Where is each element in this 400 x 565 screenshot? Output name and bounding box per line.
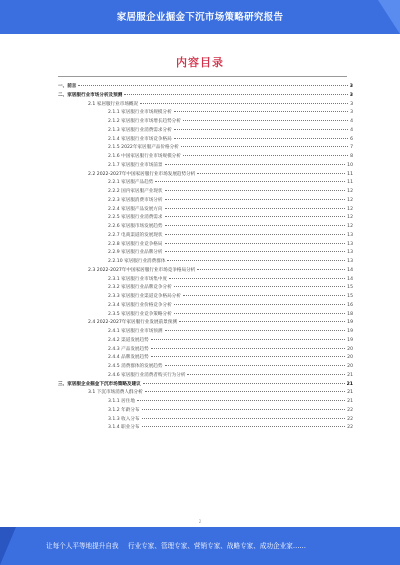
toc-entry[interactable] xyxy=(58,162,353,171)
toc-entry-page: 21 xyxy=(346,381,353,387)
toc-leader-dots xyxy=(183,155,348,156)
toc-leader-dots xyxy=(174,138,348,139)
toc-entry-page: 12 xyxy=(347,215,353,221)
toc-entry-page: 13 xyxy=(347,241,353,247)
toc-entry-title: 2.2.1 家居服产品趋势 xyxy=(108,180,154,186)
toc-entry[interactable] xyxy=(58,328,353,337)
toc-leader-dots xyxy=(142,409,346,410)
toc-entry-title: 2.2.2 国内家居服产业现状 xyxy=(108,189,163,194)
toc-entry-page: 11 xyxy=(347,171,353,177)
toc-entry-page: 21 xyxy=(347,390,353,396)
toc-entry-title: 3.1.4 职业分布 xyxy=(108,425,140,431)
toc-entry-title: 2.1.3 家居服行业消费需求分析 xyxy=(108,127,172,133)
toc-entry-title: 2.2.5 家居服行业消费需求 xyxy=(108,215,163,221)
toc-leader-dots xyxy=(197,269,345,270)
toc-entry[interactable] xyxy=(58,416,353,425)
toc-leader-dots xyxy=(174,304,345,305)
toc-entry-title: 2.2.6 家居服市场发展趋势 xyxy=(108,224,163,229)
toc-leader-dots xyxy=(165,164,346,165)
toc-entry-title: 2.1.4 家居服行业市场竞争格局 xyxy=(108,136,172,142)
toc-entry[interactable] xyxy=(58,206,353,215)
toc-entry[interactable] xyxy=(58,284,353,293)
toc-entry-title: 一、前言 xyxy=(58,84,77,89)
page-number: 2 xyxy=(198,519,202,524)
toc-entry-title: 2.2.3 家居服消费市场分析 xyxy=(108,197,163,203)
toc-leader-dots xyxy=(165,216,346,217)
toc-entry-title: 2.4.4 品牌发展趋势 xyxy=(108,355,149,361)
toc-leader-dots xyxy=(165,225,346,226)
toc-leader-dots xyxy=(124,94,347,95)
toc-entry-page: 3 xyxy=(350,110,353,116)
toc-entry[interactable] xyxy=(58,223,353,232)
toc-entry[interactable] xyxy=(58,136,353,145)
toc-top-rule xyxy=(58,76,347,77)
toc-leader-dots xyxy=(155,181,345,182)
toc-entry[interactable] xyxy=(58,214,353,223)
toc-entry-page: 12 xyxy=(347,224,353,229)
toc-entry[interactable] xyxy=(58,92,353,101)
toc-entry-page: 7 xyxy=(350,145,353,151)
toc-entry[interactable] xyxy=(58,372,353,381)
table-of-contents xyxy=(58,83,353,433)
toc-entry-title: 二、家居服行业市场分析及预测 xyxy=(58,92,123,98)
toc-entry[interactable] xyxy=(58,293,353,302)
toc-entry-page: 13 xyxy=(347,259,353,264)
toc-leader-dots xyxy=(165,251,346,252)
toc-leader-dots xyxy=(151,348,345,349)
toc-entry-page: 19 xyxy=(347,320,353,326)
toc-leader-dots xyxy=(140,103,348,104)
toc-leader-dots xyxy=(179,321,345,322)
toc-entry-page: 4 xyxy=(350,127,353,133)
toc-leader-dots xyxy=(174,286,345,287)
toc-entry-page: 3 xyxy=(349,92,353,98)
toc-entry[interactable] xyxy=(58,101,353,110)
toc-entry-page: 4 xyxy=(350,119,353,124)
toc-entry[interactable] xyxy=(58,337,353,346)
toc-entry[interactable] xyxy=(58,354,353,363)
toc-entry-page: 21 xyxy=(347,372,353,378)
toc-leader-dots xyxy=(165,365,346,366)
toc-entry[interactable] xyxy=(58,188,353,197)
toc-leader-dots xyxy=(187,374,345,375)
toc-leader-dots xyxy=(174,111,348,112)
toc-entry-title: 3.1 下沉市场消费人群分析 xyxy=(88,390,143,396)
toc-entry[interactable] xyxy=(58,241,353,250)
toc-entry-page: 19 xyxy=(347,337,353,343)
toc-entry-page: 14 xyxy=(347,267,353,273)
toc-entry-title: 2.3.4 家居服行业价格竞争分析 xyxy=(108,302,172,308)
toc-entry-page: 11 xyxy=(347,180,353,186)
toc-entry-page: 20 xyxy=(347,346,353,352)
toc-leader-dots xyxy=(174,129,348,130)
toc-leader-dots xyxy=(181,146,348,147)
toc-entry-title: 2.2.7 电商渠道的发展现状 xyxy=(108,232,163,238)
toc-entry-title: 2.1 家居服行业市场概况 xyxy=(88,101,139,107)
toc-leader-dots xyxy=(137,400,345,401)
toc-entry-title: 2.1.7 家居服行业市场前景 xyxy=(108,162,163,168)
toc-entry[interactable] xyxy=(58,232,353,241)
toc-entry-title: 2.3.5 家居服行业竞争策略分析 xyxy=(108,311,172,317)
toc-entry[interactable] xyxy=(58,424,353,433)
toc-entry-title: 3.1.3 收入分布 xyxy=(108,416,140,422)
toc-entry-title: 2.2 2022-2027年中国家居服行业市场发展趋势分析 xyxy=(88,171,196,177)
toc-leader-dots xyxy=(151,356,345,357)
toc-leader-dots xyxy=(145,391,345,392)
toc-entry[interactable] xyxy=(58,276,353,285)
toc-leader-dots xyxy=(169,278,345,279)
toc-leader-dots xyxy=(165,330,346,331)
toc-entry[interactable] xyxy=(58,267,353,276)
toc-entry-page: 13 xyxy=(347,250,353,256)
toc-leader-dots xyxy=(165,199,346,200)
toc-entry-title: 三、家居服企业掘金下沉市场策略及建议 xyxy=(58,381,141,387)
toc-entry-title: 2.3.1 家居服行业市场集中度 xyxy=(108,276,168,282)
toc-entry[interactable] xyxy=(58,389,353,398)
toc-entry-title: 2.2.4 家居服产品发展方向 xyxy=(108,206,163,212)
toc-entry-page: 21 xyxy=(347,399,353,404)
toc-entry-page: 22 xyxy=(347,416,353,422)
toc-entry-page: 20 xyxy=(347,355,353,361)
toc-entry-page: 15 xyxy=(347,294,353,299)
header-banner xyxy=(0,0,400,34)
footer-tags: 行业专家、管理专家、营销专家、战略专家、成功企业家…… xyxy=(128,542,307,550)
toc-leader-dots xyxy=(165,190,346,191)
toc-entry[interactable] xyxy=(58,381,353,390)
toc-entry-title: 3.1.2 年龄分布 xyxy=(108,407,140,413)
toc-heading: 内容目录 xyxy=(176,56,224,69)
toc-entry-title: 2.1.6 中国家居服行业市场规模分析 xyxy=(108,154,181,159)
toc-entry[interactable] xyxy=(58,363,353,372)
toc-entry-title: 2.2.8 家居服行业竞争格局 xyxy=(108,241,163,247)
toc-entry[interactable] xyxy=(58,127,353,136)
toc-entry-title: 2.2.10 家居服行业消费群体 xyxy=(108,259,166,264)
toc-entry[interactable] xyxy=(58,249,353,258)
toc-entry[interactable] xyxy=(58,118,353,127)
toc-leader-dots xyxy=(165,208,346,209)
toc-entry-title: 2.4.1 家居服行业市场预测 xyxy=(108,329,163,334)
toc-entry[interactable] xyxy=(58,302,353,311)
toc-leader-dots xyxy=(165,243,346,244)
toc-entry[interactable] xyxy=(58,311,353,320)
toc-entry[interactable] xyxy=(58,179,353,188)
toc-entry-title: 2.3 2022-2027年中国家居服行业市场竞争格局分析 xyxy=(88,267,196,273)
toc-leader-dots xyxy=(142,418,346,419)
toc-entry[interactable] xyxy=(58,171,353,180)
toc-leader-dots xyxy=(78,85,347,86)
toc-leader-dots xyxy=(183,120,348,121)
toc-entry-page: 20 xyxy=(347,364,353,369)
toc-entry-page: 18 xyxy=(347,311,353,317)
toc-leader-dots xyxy=(167,260,345,261)
toc-entry[interactable] xyxy=(58,144,353,153)
toc-entry-page: 15 xyxy=(347,285,353,291)
toc-entry-page: 22 xyxy=(347,425,353,431)
footer-wedge xyxy=(0,527,16,565)
toc-entry-title: 2.3.3 家居服行业渠道竞争格局分析 xyxy=(108,294,181,299)
toc-entry[interactable] xyxy=(58,258,353,267)
toc-entry-page: 14 xyxy=(347,276,353,282)
toc-entry[interactable] xyxy=(58,407,353,416)
toc-entry[interactable] xyxy=(58,109,353,118)
toc-entry[interactable] xyxy=(58,346,353,355)
toc-entry-title: 3.1.1 居住地 xyxy=(108,399,135,404)
toc-leader-dots xyxy=(151,339,345,340)
toc-entry-title: 2.4 2022-2027年家居服行业发展前景预测 xyxy=(88,320,177,326)
toc-entry-title: 2.1.5 2022年家居服产品价格分析 xyxy=(108,145,179,151)
toc-entry-page: 8 xyxy=(350,154,353,159)
toc-leader-dots xyxy=(197,173,345,174)
report-title: 家居服企业掘金下沉市场策略研究报告 xyxy=(116,12,284,23)
toc-entry[interactable] xyxy=(58,153,353,162)
toc-leader-dots xyxy=(174,313,345,314)
toc-entry-title: 2.4.6 家居服行业消费者购买行为分析 xyxy=(108,372,186,378)
toc-entry-page: 16 xyxy=(347,302,353,308)
toc-entry[interactable] xyxy=(58,197,353,206)
toc-leader-dots xyxy=(165,234,346,235)
toc-leader-dots xyxy=(143,383,345,384)
toc-entry-page: 3 xyxy=(350,101,353,107)
toc-entry-page: 22 xyxy=(347,407,353,413)
toc-entry-title: 2.4.5 消费群体的发展趋势 xyxy=(108,364,163,369)
toc-entry-page: 10 xyxy=(347,162,353,168)
toc-entry-page: 12 xyxy=(347,197,353,203)
toc-entry-page: 12 xyxy=(347,206,353,212)
toc-entry[interactable] xyxy=(58,398,353,407)
footer-banner xyxy=(0,527,400,565)
toc-entry-page: 12 xyxy=(347,189,353,194)
toc-entry-title: 2.4.3 产品发展趋势 xyxy=(108,346,149,352)
toc-leader-dots xyxy=(142,426,346,427)
toc-entry-page: 13 xyxy=(347,232,353,238)
toc-entry[interactable] xyxy=(58,83,353,92)
toc-entry-title: 2.2.9 家居服行业品牌分析 xyxy=(108,250,163,256)
toc-entry-title: 2.4.2 渠道发展趋势 xyxy=(108,337,149,343)
footer-slogan: 让每个人平等地提升自我 xyxy=(46,542,119,550)
toc-entry-page: 6 xyxy=(350,136,353,142)
toc-entry[interactable] xyxy=(58,319,353,328)
toc-leader-dots xyxy=(183,295,345,296)
toc-entry-page: 19 xyxy=(347,329,353,334)
toc-entry-title: 2.1.1 家居服行业市场规模分析 xyxy=(108,110,172,116)
toc-entry-page: 3 xyxy=(349,84,353,89)
toc-entry-title: 2.1.2 家居服行业市场增长趋势分析 xyxy=(108,119,181,124)
toc-entry-title: 2.3.2 家居服行业品牌竞争分析 xyxy=(108,285,172,291)
